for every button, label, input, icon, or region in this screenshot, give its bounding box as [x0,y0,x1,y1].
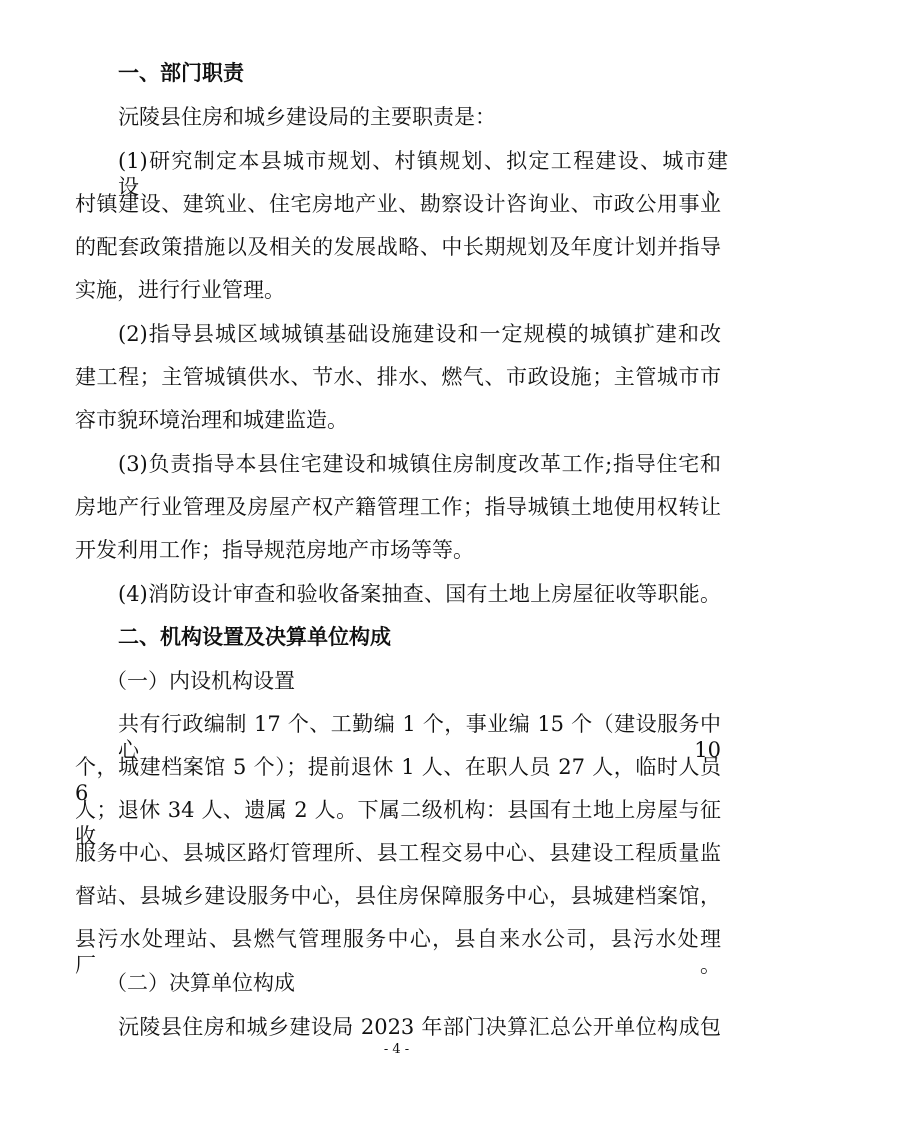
accounting-units-line-1: 沅陵县住房和城乡建设局 2023 年部门决算汇总公开单位构成包 [118,1015,721,1039]
staffing-line-4: 服务中心、县城区路灯管理所、县工程交易中心、县建设工程质量监 [75,841,721,865]
duty-item-1-line-1: (1)研究制定本县城市规划、村镇规划、拟定工程建设、城市建设、 [118,149,728,199]
subsection-accounting-units: （二）决算单位构成 [106,971,295,995]
section-heading-duties: 一、部门职责 [118,61,244,85]
duty-item-3-line-2: 房地产行业管理及房屋产权产籍管理工作；指导城镇土地使用权转让 [75,495,721,519]
duty-item-2-line-3: 容市貌环境治理和城建监造。 [75,408,348,432]
section-heading-structure: 二、机构设置及决算单位构成 [118,625,391,649]
duty-item-1-line-3: 的配套政策措施以及相关的发展战略、中长期规划及年度计划并指导 [75,235,721,259]
duty-item-3-line-1: (3)负责指导本县住宅建设和城镇住房制度改革工作;指导住宅和 [118,452,721,476]
duty-item-1-line-2: 村镇建设、建筑业、住宅房地产业、勘察设计咨询业、市政公用事业 [75,192,721,216]
staffing-line-5: 督站、县城乡建设服务中心，县住房保障服务中心，县城建档案馆， [75,884,721,908]
subsection-internal-setup: （一）内设机构设置 [106,669,295,693]
duty-item-2-line-2: 建工程；主管城镇供水、节水、排水、燃气、市政设施；主管城市市 [75,365,721,389]
staffing-line-1: 共有行政编制 17 个、工勤编 1 个，事业编 15 个（建设服务中心 10 [118,712,721,762]
duty-item-4: (4)消防设计审查和验收备案抽查、国有土地上房屋征收等职能。 [118,582,721,606]
staffing-line-3: 人；退休 34 人、遗属 2 人。下属二级机构：县国有土地上房屋与征收 [75,798,721,848]
duties-intro: 沅陵县住房和城乡建设局的主要职责是： [118,105,496,129]
staffing-line-2: 个，城建档案馆 5 个）；提前退休 1 人、在职人员 27 人，临时人员 6 [75,755,721,805]
staffing-line-6: 县污水处理站、县燃气管理服务中心，县自来水公司，县污水处理厂。 [75,927,721,977]
duty-item-1-line-4: 实施，进行行业管理。 [75,278,285,302]
page-number: - 4 - [383,1042,410,1057]
duty-item-3-line-3: 开发利用工作；指导规范房地产市场等等。 [75,538,474,562]
duty-item-2-line-1: (2)指导县城区域城镇基础设施建设和一定规模的城镇扩建和改 [118,322,721,346]
